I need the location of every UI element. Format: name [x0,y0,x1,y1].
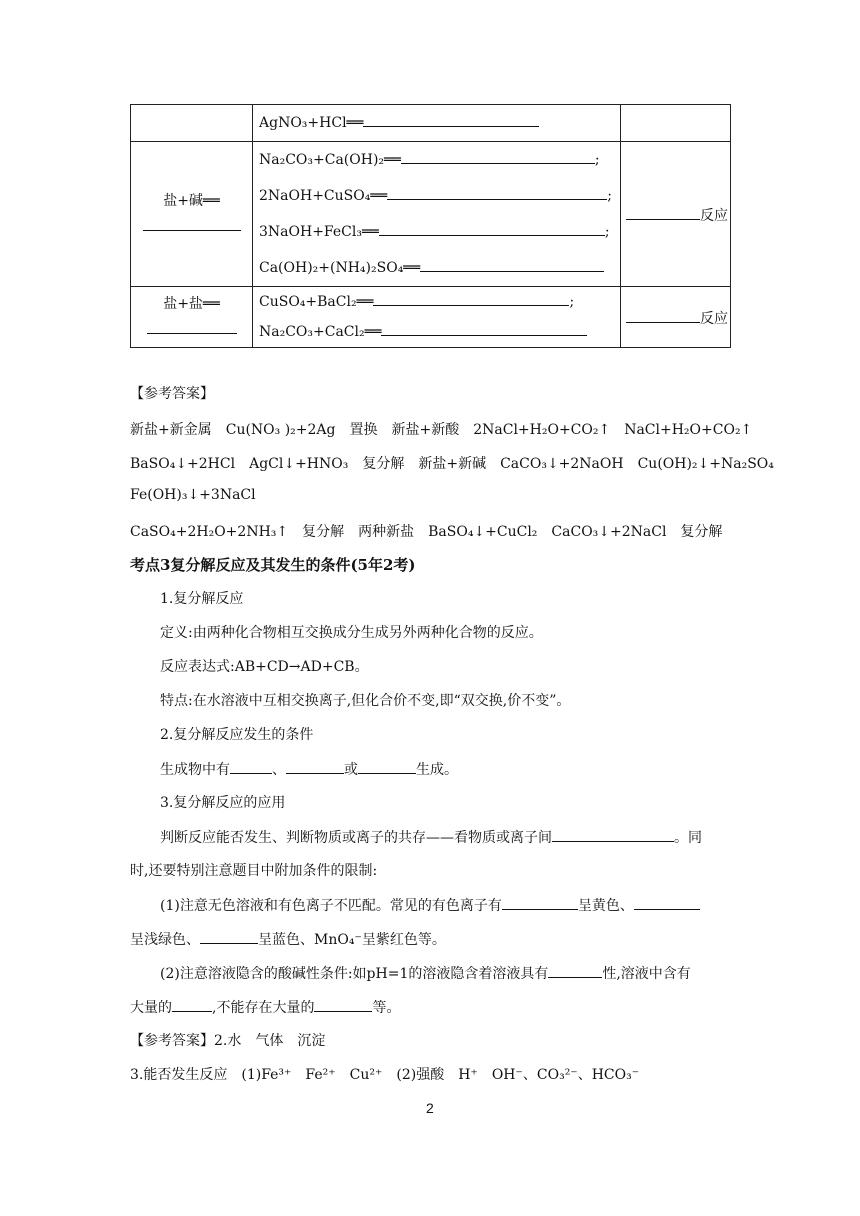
semicolon: ; [607,188,612,204]
semicolon: ; [604,224,610,240]
text: 呈蓝色、MnO₄⁻呈紫红色等。 [258,932,446,948]
answer-line: BaSO₄↓+2HCl AgCl↓+HNO₃ 复分解 新盐+新碱 CaCO₃↓+2NaOH Cu(OH)₂↓+Na₂SO₄ [130,456,774,472]
answer-blank [626,307,700,323]
semicolon: ; [569,294,575,310]
answer-blank [363,111,539,127]
answer-blank [502,894,578,910]
answer-blank [420,256,604,272]
paragraph [160,962,691,983]
paragraph [160,758,458,779]
paragraph: 1.复分解反应 [160,591,244,607]
paragraph: 特点:在水溶液中互相交换离子,但化合价不变,即“双交换,价不变”。 [160,693,571,709]
reaction-table [130,104,731,348]
answer-heading: 【参考答案】 [130,386,214,402]
equation-text: Na₂CO₃+CaCl₂══ [259,324,382,340]
paragraph: 反应表达式:AB+CD→AD+CB。 [160,659,369,675]
paragraph [160,826,702,847]
text: 或 [344,762,358,778]
section-title: 考点3复分解反应及其发生的条件(5年2考) [130,556,416,574]
paragraph: 3.复分解反应的应用 [160,795,286,811]
table-row [131,287,731,348]
answer-blank [286,758,344,774]
table-cell-equation [253,105,621,142]
text: ,不能存在大量的 [212,1000,315,1016]
text: 大量的 [130,1000,172,1016]
answer-blank [143,215,241,231]
answer-blank [200,928,258,944]
page-number: 2 [426,1100,434,1116]
answer-blank [358,758,416,774]
answer-blank [626,204,700,220]
answer-blank [373,290,569,306]
paragraph: 定义:由两种化合物相互交换成分生成另外两种化合物的反应。 [160,625,543,641]
paragraph [160,894,700,915]
answer-blank [387,184,607,200]
answer-line: 新盐+新金属 Cu(NO₃ )₂+2Ag 置换 新盐+新酸 2NaCl+H₂O+CO₂↑ NaCl+H₂O+CO₂↑ [130,422,753,438]
paragraph [130,996,400,1017]
category-label: 盐+盐══ [163,296,220,312]
answer-blank [147,318,237,334]
table-cell-type [621,142,731,287]
paragraph: 时,还要特别注意题目中附加条件的限制: [130,863,378,879]
text: 等。 [372,1000,401,1016]
table-row [131,105,731,142]
answer-blank [552,826,674,842]
text: 性,溶液中含有 [602,966,691,982]
answer-blank [548,962,602,978]
paragraph [130,928,446,949]
table-cell-empty [621,105,731,142]
answer-blank [379,220,605,236]
text: (1)注意无色溶液和有色离子不匹配。常见的有色离子有 [160,898,502,914]
table-cell-equation [253,142,621,287]
table-cell-equation [253,287,621,348]
equation-text: AgNO₃+HCl══ [259,115,364,131]
equation-text: CuSO₄+BaCl₂══ [259,294,374,310]
answer-line: 3.能否发生反应 (1)Fe³⁺ Fe²⁺ Cu²⁺ (2)强酸 H⁺ OH⁻、CO₃²⁻、HCO₃⁻ [130,1067,640,1083]
text: 呈浅绿色、 [130,932,200,948]
text: 判断反应能否发生、判断物质或离子的共存——看物质或离子间 [160,830,552,846]
reaction-type-label: 反应 [700,207,728,224]
answer-blank [634,894,700,910]
answer-blank [230,758,272,774]
equation-text: Ca(OH)₂+(NH₄)₂SO₄══ [259,260,421,276]
text: 呈黄色、 [577,898,634,914]
answer-line: 【参考答案】2.水 气体 沉淀 [130,1033,326,1049]
text: 、 [272,762,286,778]
equation-text: 2NaOH+CuSO₄══ [259,188,388,204]
paragraph: 2.复分解反应发生的条件 [160,727,314,743]
reaction-type-label: 反应 [700,310,728,327]
table-cell-label [131,142,253,287]
table-cell-empty [131,105,253,142]
answer-blank [172,996,212,1012]
semicolon: ; [594,152,600,168]
table-cell-type [621,287,731,348]
equation-text: Na₂CO₃+Ca(OH)₂══ [259,152,401,168]
text: 生成物中有 [160,762,230,778]
answer-blank [381,320,587,336]
answer-blank [401,148,595,164]
table-row [131,142,731,287]
table-cell-label [131,287,253,348]
equation-text: 3NaOH+FeCl₃══ [259,224,379,240]
answer-line: Fe(OH)₃↓+3NaCl [130,487,256,503]
text: 。同 [674,830,702,846]
category-label: 盐+碱══ [163,193,220,209]
answer-line: CaSO₄+2H₂O+2NH₃↑ 复分解 两种新盐 BaSO₄↓+CuCl₂ CaCO₃↓+2NaCl 复分解 [130,524,723,540]
text: 生成。 [416,762,458,778]
answer-blank [314,996,372,1012]
text: (2)注意溶液隐含的酸碱性条件:如pH=1的溶液隐含着溶液具有 [160,966,549,982]
